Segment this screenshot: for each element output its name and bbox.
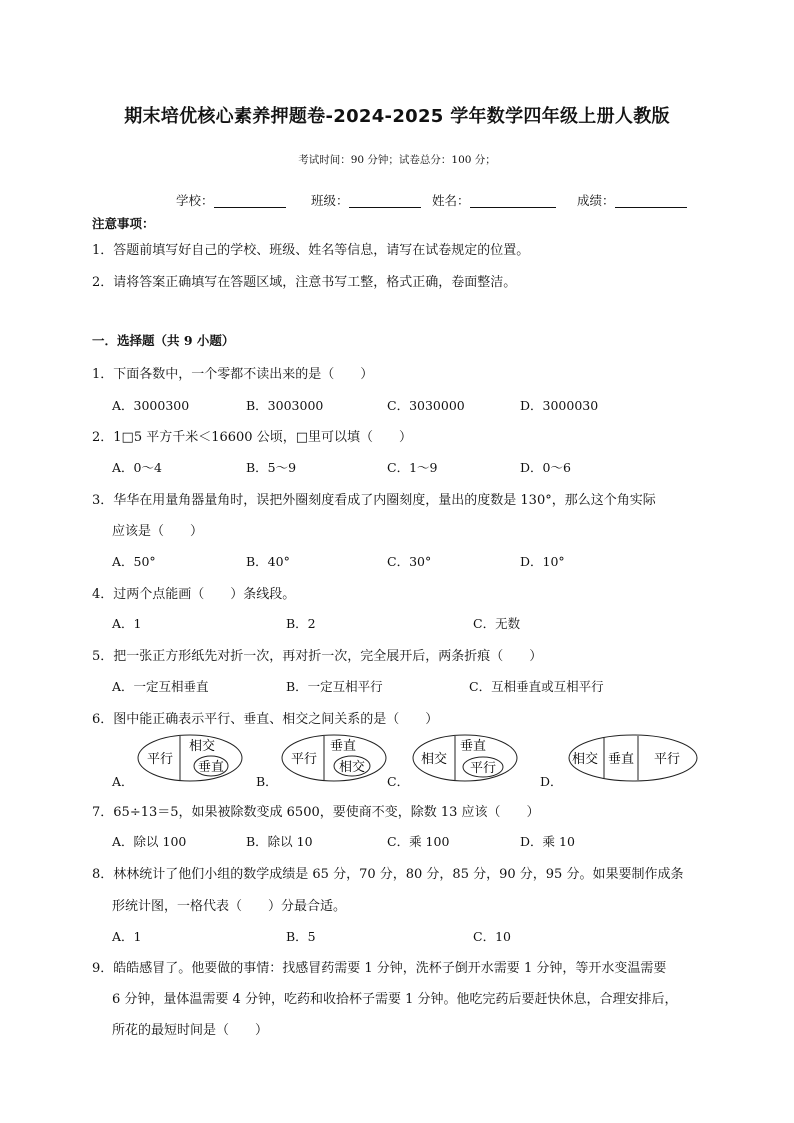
option-d[interactable]: D．乘 10 [520,834,575,849]
question-7-options [112,832,712,850]
option-c[interactable]: C．3030000 [387,398,465,413]
question-7: 7．65÷13＝5，如果被除数变成 6500，要使商不变，除数 13 应该（ ） [92,805,540,820]
name-field[interactable] [432,191,556,209]
option-d[interactable]: D． [540,774,563,789]
option-b[interactable]: B．2 [286,616,316,631]
notice-item: 2．请将答案正确填写在答题区域，注意书写工整，格式正确，卷面整洁。 [92,275,517,290]
question-5: 5．把一张正方形纸先对折一次，再对折一次，完全展开后，两条折痕（ ） [92,649,543,664]
venn-a-outer-label: 平行 [146,752,174,767]
option-b[interactable]: B．3003000 [246,398,324,413]
school-label: 学校： [176,193,214,208]
score-label: 成绩： [577,193,615,208]
option-a[interactable]: A． [112,774,134,789]
option-b[interactable]: B．除以 10 [246,834,313,849]
option-c[interactable]: C．无数 [473,616,521,631]
venn-diagram-d[interactable] [566,733,700,783]
score-field[interactable] [577,191,687,209]
venn-diagram-c[interactable] [411,733,519,783]
class-blank[interactable] [349,193,421,208]
option-d[interactable]: D．10° [520,554,565,569]
venn-c-outer-label: 相交 [420,752,448,767]
option-d[interactable]: D．3000030 [520,398,599,413]
venn-diagram-a[interactable] [136,733,244,783]
question-2: 2．1□5 平方千米＜16600 公顷，□里可以填（ ） [92,430,412,445]
name-blank[interactable] [470,193,556,208]
option-c[interactable]: C．10 [473,929,511,944]
option-d[interactable]: D．0～6 [520,460,571,475]
notice-title: 注意事项： [92,216,155,231]
exam-info: 考试时间：90 分钟；试卷总分：100 分； [298,154,496,166]
option-c[interactable]: C．互相垂直或互相平行 [469,679,604,694]
question-9-continued: 所花的最短时间是（ ） [112,1023,269,1038]
question-9: 9．皓皓感冒了。他要做的事情：找感冒药需要 1 分钟，洗杯子倒开水需要 1 分钟，等开水变温需要 [92,961,667,976]
venn-d-right-label: 平行 [653,752,681,767]
question-6: 6．图中能正确表示平行、垂直、相交之间关系的是（ ） [92,712,439,727]
question-2-options [112,458,712,476]
venn-diagram-b[interactable] [280,733,388,783]
venn-d-left-label: 相交 [571,752,599,767]
question-5-options [112,677,712,695]
option-a[interactable]: A．50° [112,554,156,569]
score-blank[interactable] [615,193,687,208]
question-6-options [112,733,712,793]
section-title: 一．选择题（共 9 小题） [92,333,235,348]
question-4-options [112,614,712,632]
question-4: 4．过两个点能画（ ）条线段。 [92,587,296,602]
venn-a-inner-top-label: 相交 [188,739,216,754]
option-a[interactable]: A．1 [112,929,142,944]
venn-a-inner-circle-label: 垂直 [197,760,225,775]
option-b[interactable]: B． [256,774,278,789]
question-3: 3．华华在用量角器量角时，误把外圈刻度看成了内圈刻度，量出的度数是 130°，那么这个角实际 [92,493,656,508]
venn-c-inner-top-label: 垂直 [459,739,487,754]
option-a[interactable]: A．3000300 [112,398,190,413]
class-field[interactable] [311,191,421,209]
option-b[interactable]: B．一定互相平行 [286,679,383,694]
option-b[interactable]: B．5～9 [246,460,297,475]
question-1: 1．下面各数中，一个零都不读出来的是（ ） [92,367,374,382]
question-1-options [112,396,712,414]
student-info-fields [176,191,706,211]
venn-c-inner-circle-label: 平行 [469,761,497,776]
school-field[interactable] [176,191,286,209]
option-a[interactable]: A．除以 100 [112,834,187,849]
question-8-continued: 形统计图，一格代表（ ）分最合适。 [112,899,347,914]
option-c[interactable]: C．1～9 [387,460,438,475]
question-9-continued: 6 分钟，量体温需要 4 分钟，吃药和收拾杯子需要 1 分钟。他吃完药后要赶快休息，合理安排后， [112,992,678,1007]
venn-b-outer-label: 平行 [290,752,318,767]
notice-item: 1．答题前填写好自己的学校、班级、姓名等信息，请写在试卷规定的位置。 [92,243,530,258]
option-b[interactable]: B．40° [246,554,290,569]
question-3-options [112,552,712,570]
option-c[interactable]: C．30° [387,554,432,569]
school-blank[interactable] [214,193,286,208]
option-c[interactable]: C． [387,774,410,789]
question-8-options [112,927,712,945]
venn-b-inner-circle-label: 相交 [338,760,366,775]
option-a[interactable]: A．1 [112,616,142,631]
venn-d-middle-label: 垂直 [607,752,635,767]
option-a[interactable]: A．0～4 [112,460,162,475]
option-c[interactable]: C．乘 100 [387,834,450,849]
venn-b-inner-top-label: 垂直 [329,739,357,754]
option-b[interactable]: B．5 [286,929,316,944]
question-8: 8．林林统计了他们小组的数学成绩是 65 分，70 分，80 分，85 分，90 分，95 分。如果要制作成条 [92,867,684,882]
page-title: 期末培优核心素养押题卷-2024-2025 学年数学四年级上册人教版 [124,106,670,127]
name-label: 姓名： [432,193,470,208]
option-a[interactable]: A．一定互相垂直 [112,679,209,694]
question-3-continued: 应该是（ ） [112,524,204,539]
class-label: 班级： [311,193,349,208]
